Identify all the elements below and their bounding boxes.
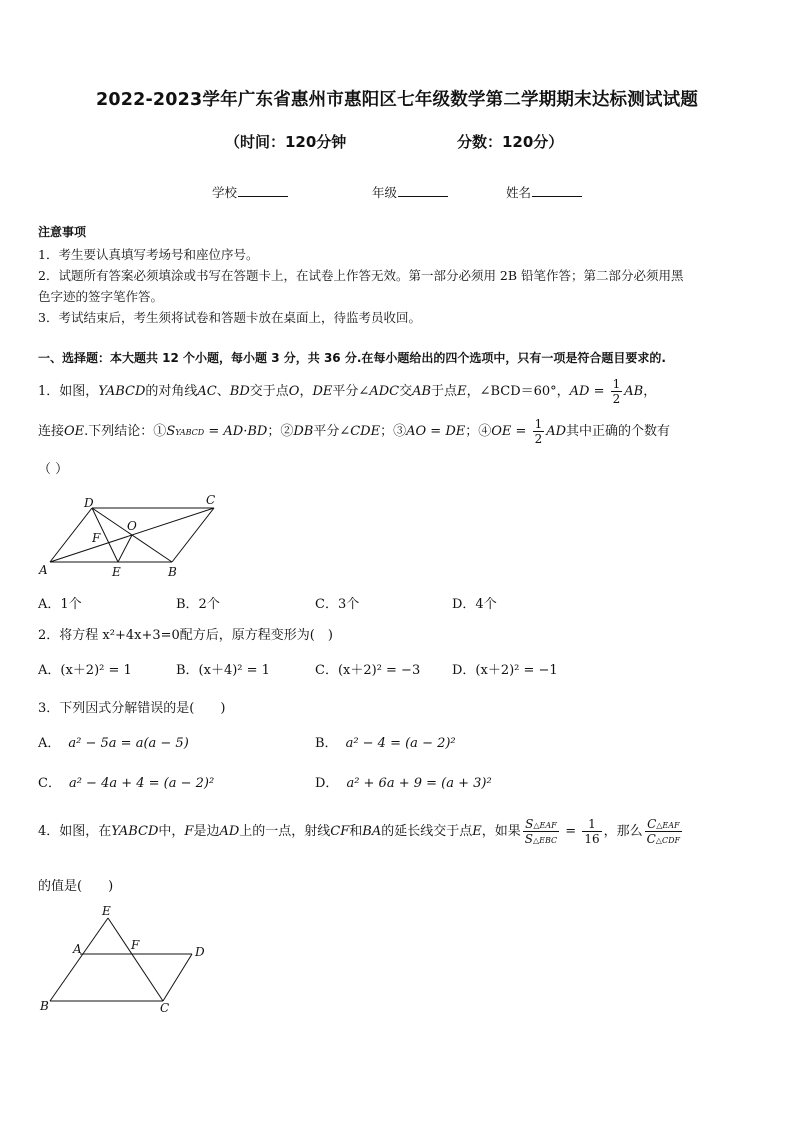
q2-stem: 2．将方程 x²+4x+3=0配方后，原方程变形为( ) xyxy=(38,628,333,643)
q3-option-d[interactable]: D． a² + 6a + 9 = (a + 3)² xyxy=(315,776,492,791)
q2-option-a[interactable]: A．(x＋2)² = 1 xyxy=(38,663,132,678)
q2-option-b[interactable]: B．(x＋4)² = 1 xyxy=(176,663,270,678)
q4-label-c: C xyxy=(160,1001,170,1015)
q3-stem: 3．下列因式分解错误的是( ) xyxy=(38,701,226,716)
notice-item: 色字迹的签字笔作答。 xyxy=(38,289,164,304)
q1-side-bc xyxy=(172,508,214,562)
q1-option-c[interactable]: C．3个 xyxy=(315,597,360,612)
q3-option-a[interactable]: A． a² − 5a = a(a − 5) xyxy=(38,736,189,751)
q4-ray-ce xyxy=(108,918,163,1001)
name-field[interactable] xyxy=(506,183,582,201)
q4-label-e: E xyxy=(102,904,111,918)
exam-time: （时间：120分钟 xyxy=(225,133,347,151)
q1-label-o: O xyxy=(127,519,137,533)
q4-label-d: D xyxy=(195,945,205,959)
q1-label-a: A xyxy=(39,563,48,577)
school-field[interactable] xyxy=(212,183,288,201)
section-heading: 一、选择题：本大题共 12 个小题，每小题 3 分，共 36 分.在每小题给出的四个选项中，只有一项是符合题目要求的. xyxy=(38,351,666,365)
q4-label-f: F xyxy=(131,938,140,952)
q2-option-d[interactable]: D．(x＋2)² = −1 xyxy=(452,663,558,678)
q4-stem-line1: 4．如图，在YABCD中，F是边AD上的一点，射线CF和BA的延长线交于点E，如果 $\frac{\text{S△EAF}}{\text{S△EBC}}$ = $\frac{1}{16}$ ，那么 $\frac{\text{C△EAF}}{\text{C△CDF}}$ xyxy=(38,817,681,846)
q1-answer-paren: （ ） xyxy=(38,462,69,477)
q3-option-c[interactable]: C． a² − 4a + 4 = (a − 2)² xyxy=(38,776,215,791)
name-label: 姓名 xyxy=(506,185,532,200)
q1-figure xyxy=(30,490,230,585)
grade-field[interactable] xyxy=(372,183,448,201)
q1-label-b: B xyxy=(168,565,177,579)
notice-item: 1．考生要认真填写考场号和座位序号。 xyxy=(38,247,259,262)
grade-label: 年级 xyxy=(372,185,398,200)
q4-label-a: A xyxy=(73,942,82,956)
q1-side-da xyxy=(50,508,92,562)
notice-item: 3．考试结束后，考生须将试卷和答题卡放在桌面上，待监考员收回。 xyxy=(38,310,421,325)
q2-option-c[interactable]: C．(x＋2)² = −3 xyxy=(315,663,421,678)
q4-label-b: B xyxy=(40,999,49,1013)
q1-option-b[interactable]: B．2个 xyxy=(176,597,220,612)
q1-stem-line2: 连接OE.下列结论：①SYABCD = AD·BD；②DB平分∠CDE；③AO = DE；④OE = $\frac{1}{2}$ AD其中正确的个数有 xyxy=(38,417,671,446)
exam-score: 分数：120分） xyxy=(457,133,564,151)
q4-figure xyxy=(30,900,220,1020)
school-label: 学校 xyxy=(212,185,238,200)
q4-ray-be xyxy=(50,918,108,1001)
notice-item: 2．试题所有答案必须填涂或书写在答题卡上，在试卷上作答无效。第一部分必须用 2B 铅笔作答；第二部分必须用黑 xyxy=(38,268,684,283)
q1-label-c: C xyxy=(206,493,216,507)
q1-stem-line1: 1．如图，YABCD的对角线AC、BD交于点O，DE平分∠ADC交AB于点E，∠BCD＝60°，AD = $\frac{1}{2}$ AB， xyxy=(38,377,657,406)
q1-option-d[interactable]: D．4个 xyxy=(452,597,497,612)
q4-side-cd xyxy=(163,954,192,1001)
q1-label-d: D xyxy=(84,496,94,510)
q4-stem-line2: 的值是( ) xyxy=(38,879,114,894)
q1-label-f: F xyxy=(92,531,101,545)
notice-heading: 注意事项 xyxy=(38,225,87,239)
page-title: 2022-2023学年广东省惠州市惠阳区七年级数学第二学期期末达标测试试题 xyxy=(95,90,699,110)
q1-option-a[interactable]: A．1个 xyxy=(38,597,82,612)
q3-option-b[interactable]: B． a² − 4 = (a − 2)² xyxy=(315,736,456,751)
q1-label-e: E xyxy=(112,565,121,579)
